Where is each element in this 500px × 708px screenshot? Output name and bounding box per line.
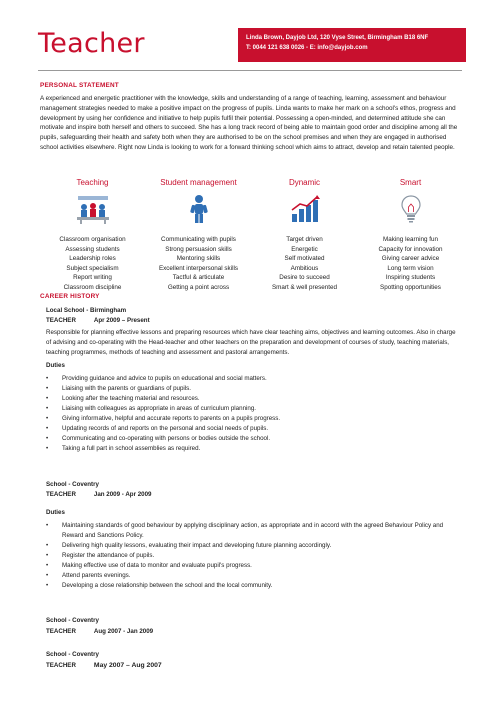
job-dates: Jan 2009 - Apr 2009 — [93, 491, 152, 498]
personal-statement-heading: PERSONAL STATEMENT — [40, 82, 119, 89]
job-summary: Responsible for planning effective lessons and preparing resources which have clear teaching aims, objectives and learning outcomes. Also in charge of advising and co-operating with the Head-teacher and other teachers on the preparation and development of courses of study, teaching materials, teaching programmes, methods of teaching and assessment and pastoral arrangements. — [46, 329, 456, 356]
lightbulb-icon — [358, 193, 463, 225]
contact-address: Linda Brown, Dayjob Ltd, 120 Vyse Street, Birmingham B18 6NF — [246, 35, 429, 41]
job-role: TEACHER — [46, 317, 76, 324]
list-item: • Liaising with colleagues as appropriate in areas of curriculum planning. — [46, 404, 462, 414]
list-item: • Register the attendance of pupils. — [46, 551, 462, 561]
page-title: Teacher — [38, 28, 145, 59]
job-role-line — [46, 316, 150, 325]
growth-chart-icon — [252, 193, 357, 225]
list-item: • Making effective use of data to monitor and evaluate pupil's progress. — [46, 561, 462, 571]
skill-item: Excellent interpersonal skills — [158, 264, 239, 272]
skill-item: Self motivated — [284, 255, 325, 263]
duties-list — [46, 374, 462, 454]
skill-item: Assessing students — [65, 245, 120, 253]
skill-item: Communicating with pupils — [161, 236, 236, 243]
skill-title: Smart — [399, 178, 422, 187]
list-item: • Attend parents evenings. — [46, 571, 462, 581]
contact-phone-email: T: 0044 121 638 0026 - E: info@dayjob.com — [246, 45, 368, 52]
personal-statement-text: A experienced and energetic practitioner with the knowledge, skills and understanding of a range of teaching, learning, assessment and behaviour management strategies needed to make a positive impact on the progress of pupils. Linda wants to make her mark on a school's ethos, progress and development by using her confidence and initiative to help pupils fulfil their potential. Possessing a open-minded, and determined attitude she can motivate and inspire both herself and others to succeed. She has a long track record of being able to maintain good order and discipline among all the pupils, safeguarding their health and safety both when they are authorised to be on the school premises and when they are engaged in authorised school activities elsewhere. Right now Linda is looking to work for a forward thinking school which aims to attract, develop and retain talented people. — [40, 95, 458, 151]
classroom-icon — [40, 193, 145, 225]
job-role-line — [46, 490, 151, 499]
skill-item: Classroom discipline — [63, 283, 122, 291]
job-role: TEACHER — [46, 491, 76, 498]
skill-item: Classroom organisation — [59, 236, 126, 243]
job-employer: Local School - Birmingham — [46, 307, 127, 314]
skill-item: Smart & well presented — [271, 283, 338, 291]
list-item: • Delivering high quality lessons, evaluating their impact and developing future planning accordingly. — [46, 541, 462, 551]
list-item: • Liaising with the parents or guardians of pupils. — [46, 384, 462, 394]
list-item: • Developing a close relationship between the school and the local community. — [46, 581, 462, 591]
skill-column-smart — [358, 179, 463, 292]
skills-grid — [40, 179, 462, 289]
skill-item: Leadership roles — [69, 255, 116, 263]
job-dates: Apr 2009 – Present — [93, 317, 150, 324]
skill-column-student-management — [146, 179, 251, 292]
job-dates: May 2007 – Aug 2007 — [93, 662, 162, 669]
skill-item: Giving career advice — [381, 255, 440, 263]
skill-item: Target driven — [286, 236, 323, 243]
skill-item: Strong persuasion skills — [165, 245, 232, 253]
list-item: • Providing guidance and advice to pupils on educational and social matters. — [46, 374, 462, 384]
skill-item: Subject specialism — [66, 264, 119, 272]
skill-item: Tactful & articulate — [172, 274, 225, 282]
skill-item: Mentoring skills — [176, 255, 221, 263]
skill-item: Inspiring students — [385, 274, 436, 282]
job-role-line — [46, 627, 153, 636]
list-item: • Taking a full part in school assemblies as required. — [46, 444, 462, 454]
skill-title: Dynamic — [288, 178, 321, 187]
skill-column-dynamic — [252, 179, 357, 292]
job-employer: School - Coventry — [46, 481, 99, 488]
job-role: TEACHER — [46, 662, 76, 669]
skill-title: Student management — [160, 178, 237, 187]
list-item: • Giving informative, helpful and accurate reports to parents on a pupils progress. — [46, 414, 462, 424]
skill-item: Energetic — [291, 245, 318, 253]
list-item: • Maintaining standards of good behaviour by applying disciplinary action, as appropriate and in accord with the agreed Behaviour Policy and Reward and Sanctions Policy. — [46, 521, 462, 541]
skill-title: Teaching — [76, 178, 109, 187]
job-employer: School - Coventry — [46, 617, 99, 624]
header-divider — [38, 70, 462, 71]
list-item: • Updating records of and reports on the personal and social needs of pupils. — [46, 424, 462, 434]
job-dates: Aug 2007 - Jan 2009 — [93, 628, 154, 635]
skill-item: Getting a point across — [167, 283, 230, 291]
skill-column-teaching — [40, 179, 145, 292]
skill-item: Spotting opportunities — [380, 283, 441, 291]
contact-box — [238, 28, 466, 62]
skill-item: Making learning fun — [383, 236, 438, 243]
skill-item: Ambitious — [290, 264, 319, 272]
skill-item: Desire to succeed — [279, 274, 330, 282]
list-item: • Communicating and co-operating with persons or bodies outside the school. — [46, 434, 462, 444]
duties-label: Duties — [46, 509, 65, 516]
skill-item: Capacity for innovation — [378, 245, 443, 253]
job-employer: School - Coventry — [46, 651, 99, 658]
skill-item: Long term vision — [387, 264, 434, 272]
job-role-line — [46, 661, 162, 671]
person-icon — [146, 193, 251, 225]
career-history-heading: CAREER HISTORY — [40, 293, 100, 300]
list-item: • Looking after the teaching material and resources. — [46, 394, 462, 404]
duties-label: Duties — [46, 362, 65, 369]
cv-header — [0, 0, 500, 70]
job-role: TEACHER — [46, 628, 76, 635]
skill-item: Report writing — [73, 274, 112, 282]
duties-list — [46, 521, 462, 591]
